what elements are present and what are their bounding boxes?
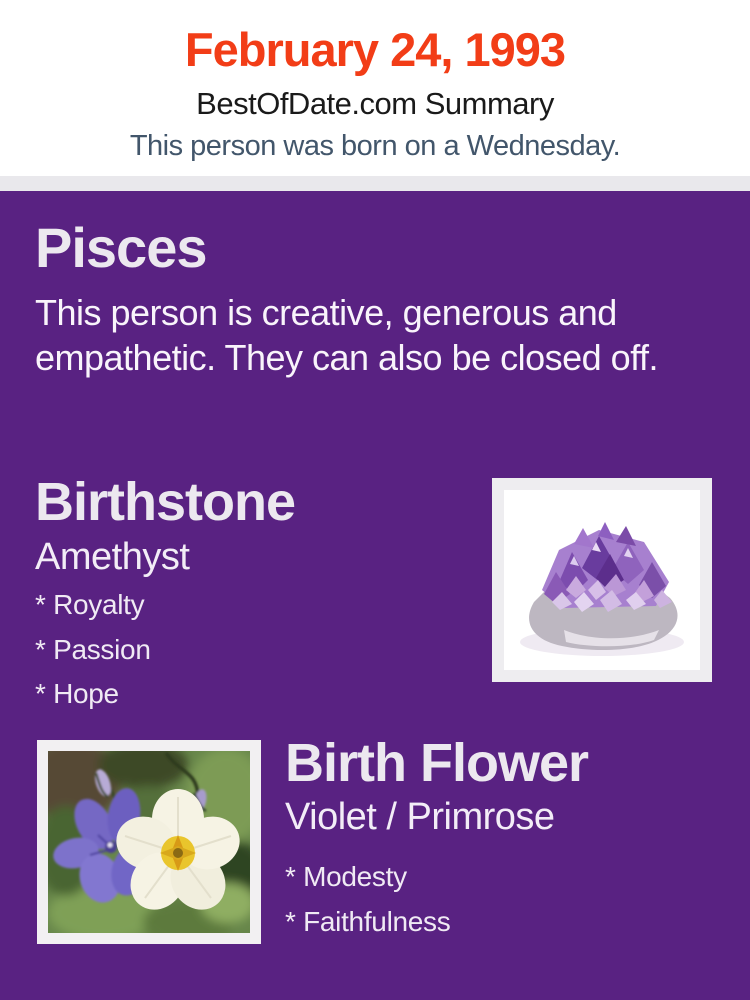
header-divider <box>0 176 750 191</box>
birth-flower-image <box>37 740 261 944</box>
trait-item: * Passion <box>35 633 151 665</box>
violet-primrose-photo-illustration <box>48 751 250 933</box>
birth-flower-title: Birth Flower <box>285 733 589 793</box>
summary-body <box>0 191 750 1000</box>
birthstone-traits-list <box>35 583 151 717</box>
trait-item: * Royalty <box>35 589 145 620</box>
site-summary-title: BestOfDate.com Summary <box>196 86 554 121</box>
trait-item: * Modesty <box>285 861 407 892</box>
zodiac-sign-title: Pisces <box>35 216 207 279</box>
amethyst-photo-illustration <box>504 490 700 670</box>
born-day-line: This person was born on a Wednesday. <box>129 130 621 162</box>
birth-flower-traits-list <box>285 855 450 944</box>
date-title: February 24, 1993 <box>184 23 566 76</box>
zodiac-description: This person is creative, generous and empathetic. They can also be closed off. <box>35 292 659 378</box>
birth-flower-name: Violet / Primrose <box>285 796 555 838</box>
amethyst-image <box>492 478 712 682</box>
trait-item: * Faithfulness <box>285 905 451 937</box>
birthstone-name: Amethyst <box>35 536 190 578</box>
birthstone-title: Birthstone <box>35 472 295 532</box>
trait-item: * Hope <box>35 678 119 709</box>
